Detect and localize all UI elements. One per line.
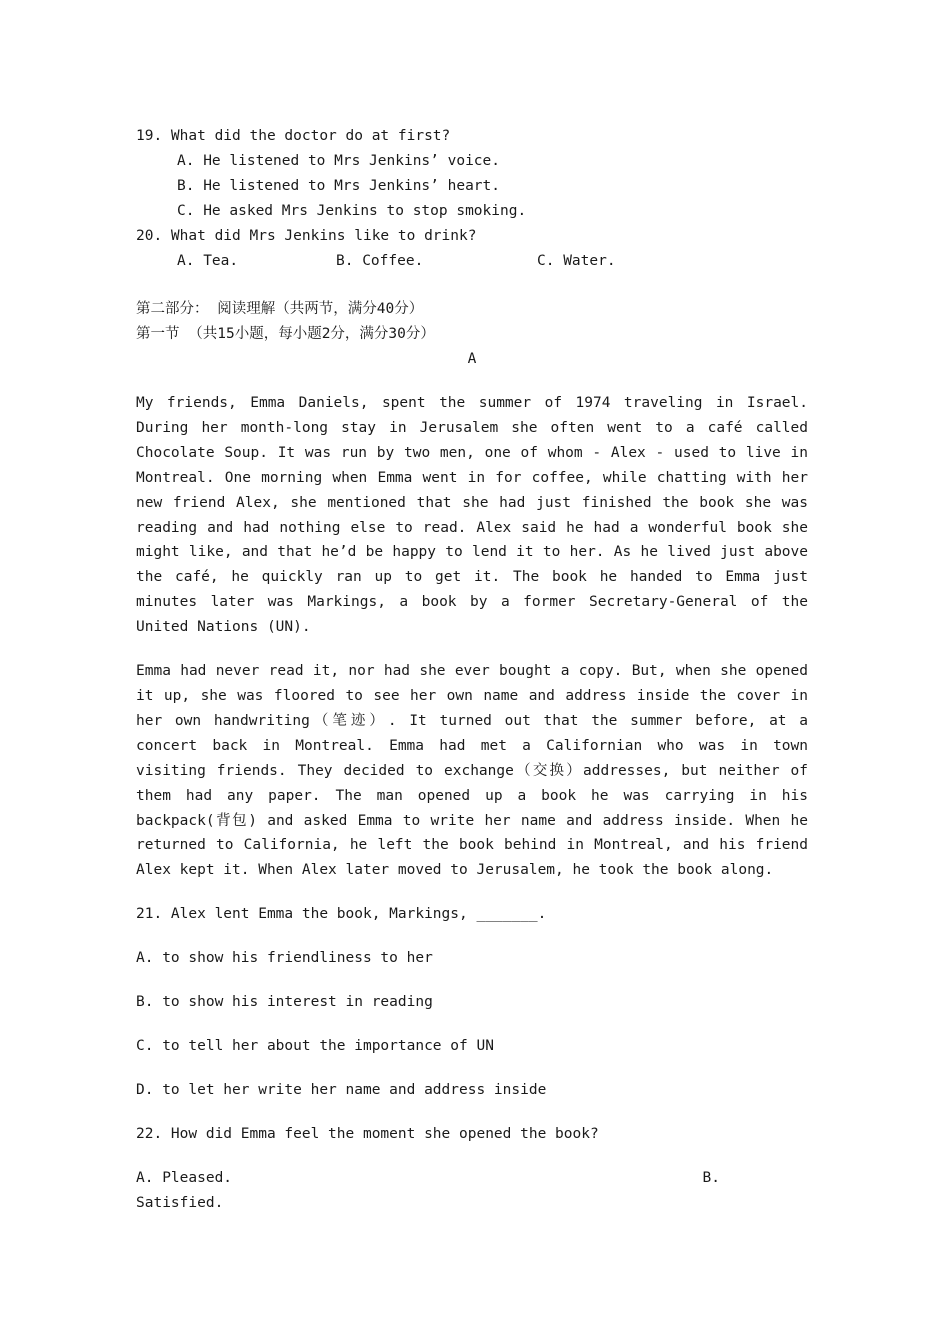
page-content <box>136 124 808 1216</box>
option-b-label: B. <box>702 1170 720 1187</box>
option-a: A. Pleased. <box>136 1170 233 1187</box>
option-b: B. He listened to Mrs Jenkins’ heart. <box>177 178 501 194</box>
options-row <box>136 249 808 274</box>
section-title: 第一节 （共15小题，每小题2分，满分30分） <box>136 326 435 342</box>
question-stem: 20. What did Mrs Jenkins like to drink? <box>136 228 477 244</box>
question-21 <box>136 902 808 1103</box>
option-a: A. He listened to Mrs Jenkins’ voice. <box>177 153 501 169</box>
passage-paragraph-2: Emma had never read it, nor had she ever bought a copy. But, when she opened it up, she was floored to see her own name and address inside the cover in her own handwriting（笔迹）. It turned out that the summer before, at a concert back in Montreal. Emma had met a Californian who was in town visiting friends. They decided to exchange（交换）addresses, but neither of them had any paper. The man opened up a book he was carrying in his backpack(背包) and asked Emma to write her name and address inside. When he returned to California, he left the book behind in Montreal, and his friend Alex kept it. When Alex later moved to Jerusalem, he took the book along. <box>136 663 808 879</box>
question-20 <box>136 224 808 274</box>
option-d: D. to let her write her name and address inside <box>136 1082 547 1099</box>
option-a: A. Tea. <box>177 253 239 269</box>
question-stem: 21. Alex lent Emma the book, Markings, _______. <box>136 906 547 923</box>
option-b-text: Satisfied. <box>136 1195 224 1212</box>
section-header <box>136 297 808 372</box>
option-b: B. Coffee. <box>336 253 424 269</box>
question-19 <box>136 124 808 224</box>
question-22 <box>136 1122 808 1216</box>
option-b: B. to show his interest in reading <box>136 994 433 1011</box>
option-c: C. to tell her about the importance of UN <box>136 1038 494 1055</box>
part-title: 第二部分： 阅读理解（共两节，满分40分） <box>136 301 424 317</box>
question-stem: 22. How did Emma feel the moment she opened the book? <box>136 1126 599 1143</box>
question-stem: 19. What did the doctor do at first? <box>136 128 451 144</box>
passage-label: A <box>467 351 477 367</box>
option-a: A. to show his friendliness to her <box>136 950 433 967</box>
passage-paragraph-1: My friends, Emma Daniels, spent the summer of 1974 traveling in Israel. During her month-long stay in Jerusalem she often went to a café called Chocolate Soup. It was run by two men, one of whom - Alex - used to live in Montreal. One morning when Emma went in for coffee, while chatting with her new friend Alex, she mentioned that she had just finished the book she was reading and had nothing else to read. Alex said he had a wonderful book she might like, and that he’d be happy to lend it to her. As he lived just above the café, he quickly ran up to get it. The book he handed to Emma just minutes later was Markings, a book by a former Secretary-General of the United Nations (UN). <box>136 395 808 636</box>
option-c: C. Water. <box>537 253 616 269</box>
options-row <box>136 1166 808 1191</box>
option-c: C. He asked Mrs Jenkins to stop smoking. <box>177 203 527 219</box>
